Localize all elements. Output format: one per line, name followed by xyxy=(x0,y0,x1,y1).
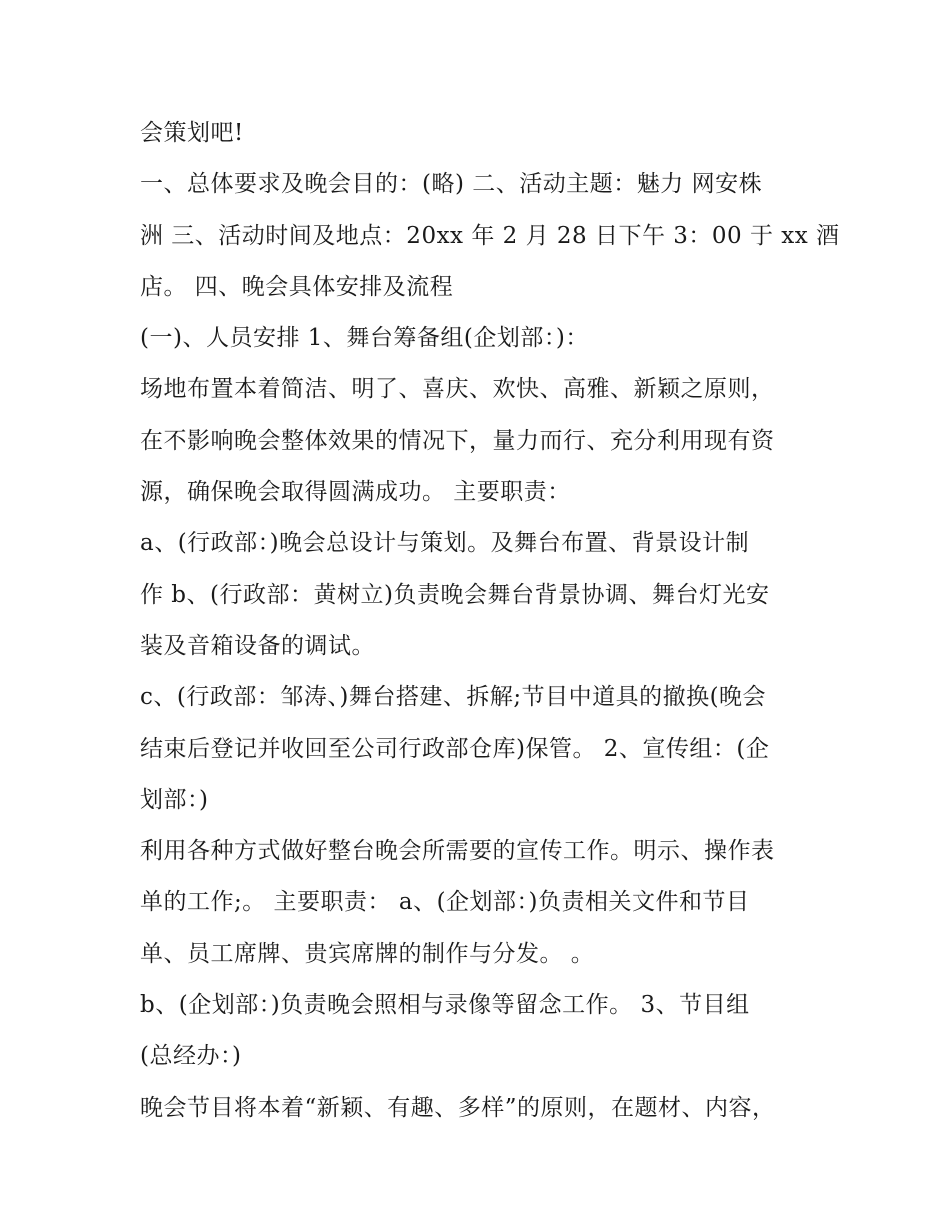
text-line: 洲 三、活动时间及地点：20xx 年 2 月 28 日下午 3：00 于 xx 酒 xyxy=(140,222,840,249)
text-line: 一、总体要求及晚会目的：(略) 二、活动主题：魅力 网安株 xyxy=(140,171,763,198)
text-line: 在不影响晚会整体效果的情况下，量力而行、充分利用现有资 xyxy=(140,427,775,454)
text-line: 作 b、(行政部：黄树立)负责晚会舞台背景协调、舞台灯光安 xyxy=(140,581,770,608)
text-line: 利用各种方式做好整台晚会所需要的宣传工作。明示、操作表 xyxy=(140,838,775,865)
document-body xyxy=(140,108,840,1134)
text-line: 店。 四、晚会具体安排及流程 xyxy=(140,273,454,300)
text-line: 会策划吧! xyxy=(140,120,244,146)
text-line: (总经办：) xyxy=(140,1043,242,1070)
text-line: 场地布置本着简洁、明了、喜庆、欢快、高雅、新颖之原则， xyxy=(140,376,775,403)
text-line: b、(企划部：)负责晚会照相与录像等留念工作。 3、节目组 xyxy=(140,992,750,1019)
text-line: 源，确保晚会取得圆满成功。 主要职责： xyxy=(140,479,571,506)
text-line: 单的工作;。 主要职责： a、(企划部：)负责相关文件和节目 xyxy=(140,889,750,916)
text-line: 划部：) xyxy=(140,786,209,813)
text-line: 装及音箱设备的调试。 xyxy=(140,632,375,659)
text-line: 单、员工席牌、贵宾席牌的制作与分发。 。 xyxy=(140,940,595,967)
text-line: (一)、人员安排 1、舞台筹备组(企划部：)： xyxy=(140,325,589,352)
text-line: 结束后登记并收回至公司行政部仓库)保管。 2、宣传组：(企 xyxy=(140,735,770,762)
text-line: 晚会节目将本着“新颖、有趣、多样”的原则，在题材、内容， xyxy=(140,1094,776,1121)
text-line: a、(行政部：)晚会总设计与策划。及舞台布置、背景设计制 xyxy=(140,530,750,557)
text-line: c、(行政部：邹涛、)舞台搭建、拆解;节目中道具的撤换(晚会 xyxy=(140,684,767,711)
